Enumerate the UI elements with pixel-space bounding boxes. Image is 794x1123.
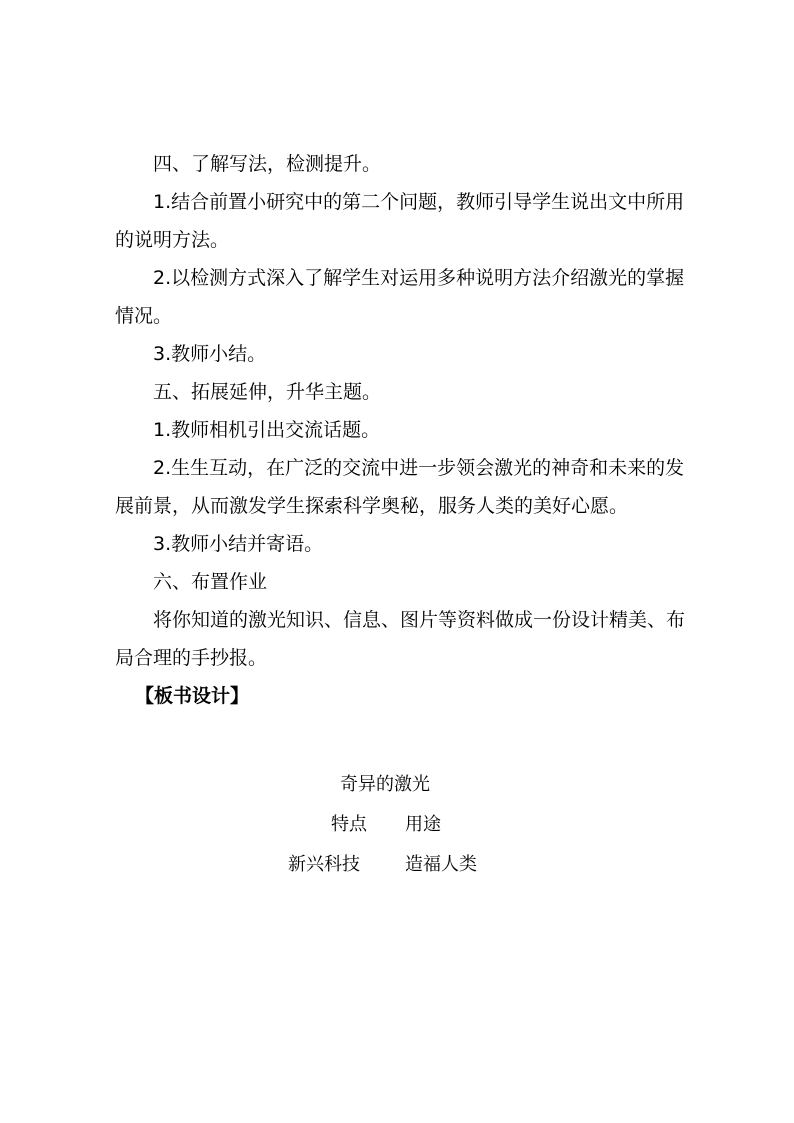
body-text: [115, 145, 690, 715]
board-use-label: 用途: [405, 814, 441, 835]
paragraph: 五、拓展延伸，升华主题。: [153, 381, 382, 403]
board-use-value: 造福人类: [405, 854, 477, 875]
paragraph: 将你知道的激光知识、信息、图片等资料做成一份设计精美、布局合理的手抄报。: [115, 609, 686, 669]
paragraph: 3.教师小结并寄语。: [153, 533, 324, 555]
paragraph: 1.结合前置小研究中的第二个问题，教师引导学生说出文中所用的说明方法。: [115, 191, 685, 251]
paragraph: 1.教师相机引出交流话题。: [153, 419, 381, 441]
paragraph: 3.教师小结。: [153, 343, 267, 365]
board-title: 奇异的激光: [340, 774, 430, 795]
paragraph: 六、布置作业: [153, 571, 268, 593]
paragraph: 2.以检测方式深入了解学生对运用多种说明方法介绍激光的掌握情况。: [115, 267, 685, 327]
board-heading: 【板书设计】: [135, 685, 250, 707]
board-feature-value: 新兴科技: [288, 854, 360, 875]
paragraph: 2.生生互动，在广泛的交流中进一步领会激光的神奇和未来的发展前景，从而激发学生探索科学奥秘，服务人类的美好心愿。: [115, 457, 685, 517]
board-feature-label: 特点: [331, 814, 367, 835]
paragraph: 四、了解写法，检测提升。: [153, 153, 382, 175]
